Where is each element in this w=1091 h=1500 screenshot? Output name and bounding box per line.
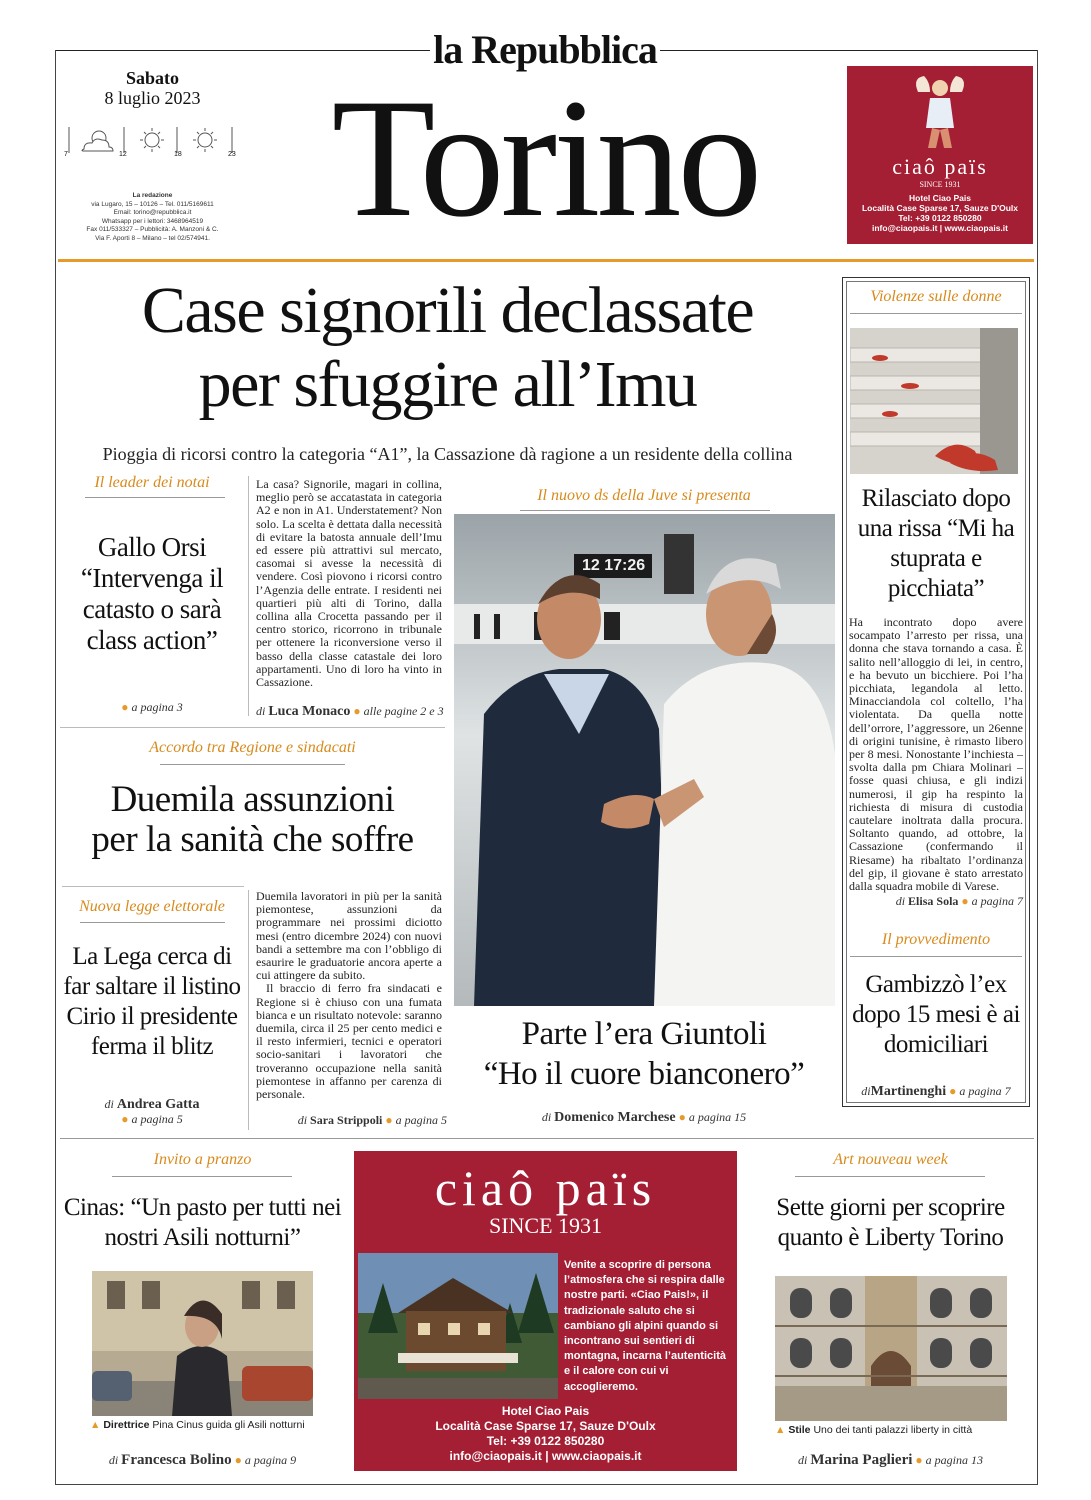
top-ad-hotel: Hotel Ciao Pais (909, 193, 971, 203)
cinas-caption-label: Direttrice (103, 1419, 150, 1431)
lead-headline[interactable] (60, 274, 835, 422)
masthead-accent-rule (58, 259, 1034, 262)
sanita-kicker-rule (160, 764, 345, 765)
frame-left (55, 50, 56, 1485)
juve-byline[interactable] (453, 1110, 835, 1126)
sanita-headline-line-1: Duemila assunzioni (110, 779, 395, 820)
edition-title: Torino (331, 64, 759, 252)
violenze-author: Elisa Sola (908, 894, 959, 908)
redazione-title: La redazione (132, 192, 173, 199)
sanita-headline[interactable] (60, 780, 445, 860)
bottom-row-rule (60, 1138, 1034, 1139)
lead-pages: alle pagine 2 e 3 (363, 704, 444, 718)
red-shoes-photo (850, 328, 1018, 474)
masthead-rule-right (660, 50, 1038, 51)
date-full: 8 luglio 2023 (104, 88, 201, 108)
page-dot-icon: ● (961, 894, 969, 908)
bottom-ad-hotel: Hotel Ciao Pais (501, 1404, 590, 1418)
liberty-building-photo (775, 1276, 1007, 1421)
gambizzo-kicker-rule (850, 956, 1022, 957)
mountain-chalet-photo (358, 1253, 558, 1399)
lead-byline[interactable] (256, 704, 446, 720)
clock-display: 12 17:26 (582, 557, 646, 574)
redazione-email[interactable]: Email: torino@repubblica.it (113, 209, 192, 216)
col-divider (248, 476, 249, 716)
liberty-byline[interactable] (748, 1452, 1033, 1469)
street-portrait-photo (92, 1271, 313, 1416)
liberty-photo[interactable] (775, 1276, 1007, 1421)
angel-logo-icon (910, 72, 970, 152)
juve-kicker-rule (520, 510, 770, 511)
juve-page: a pagina 15 (688, 1110, 747, 1124)
lead-body: La casa? Signorile, magari in collina, meglio però se accatastata in categoria A2 e non in A1. Understatement? Non solo. La scelta è dettata dalla necessità di evitare la batosta annuale dell’Imu ed essere più attrattivi sul mercato, casomai si avesse la necessità di vendere. Così piovono i ricorsi contro l’Agenzia delle entrate. I residenti nei quartieri più alti di Torino, dalla collina alla Crocetta passando per il centro storico, ricorrono in tribunale per ottenere la riconversione verso il basso della classe catastale dei loro appartamenti. Uno di loro ha vinto in Cassazione. (256, 477, 442, 690)
violenze-byline[interactable] (849, 894, 1023, 909)
cinas-caption-text: Pina Cinus guida gli Asili notturni (152, 1419, 305, 1431)
juve-headline-line-1: Parte l’era Giuntoli (521, 1016, 767, 1052)
temp-1-low: 7 (64, 151, 68, 158)
section-rule (62, 886, 244, 887)
juve-headline-line-2: “Ho il cuore bianconero” (483, 1056, 805, 1092)
page-dot-icon: ● (121, 700, 129, 714)
redazione-box (70, 192, 235, 243)
caption-triangle-icon: ▲ (90, 1419, 101, 1431)
byline-di: di (297, 1113, 308, 1127)
section-rule (60, 727, 445, 728)
gambizzo-byline[interactable] (846, 1084, 1026, 1100)
bottom-ad-brand: ciaô païs (434, 1160, 657, 1216)
sanita-body-p1: Duemila lavoratori in più per la sanità piemontese, assunzioni da programmare nei prossimi diciotto mesi (entro dicembre 2024) con nuovi bandi a settembre ma con l’obbligo di esaurire le graduatorie ancora aperte a cui attingere da subito. (256, 889, 442, 983)
gallo-page: a pagina 3 (131, 700, 183, 714)
page-dot-icon: ● (385, 1113, 393, 1127)
page-dot-icon: ● (353, 704, 361, 718)
temp-3-high: 23 (228, 151, 236, 158)
gallo-kicker: Il leader dei notai (94, 474, 210, 491)
top-ad-address: Località Case Sparse 17, Sauze D'Oulx (861, 203, 1019, 213)
cinas-photo[interactable] (92, 1271, 313, 1416)
lead-headline-line-2: per sfuggire all’Imu (198, 348, 697, 421)
cinas-author: Francesca Bolino (121, 1452, 232, 1468)
page-dot-icon: ● (678, 1110, 686, 1124)
violenze-kicker-rule (850, 313, 1022, 314)
byline-di: di (256, 704, 266, 718)
violenze-page: a pagina 7 (971, 894, 1023, 908)
weather-icons (64, 125, 239, 163)
temp-1-high: 12 (119, 151, 127, 158)
gambizzo-kicker: Il provvedimento (881, 931, 991, 948)
lega-author: Andrea Gatta (116, 1097, 200, 1112)
bottom-advertisement[interactable] (354, 1151, 737, 1471)
gallo-headline[interactable]: Gallo Orsi “Intervenga il catasto o sarà class action” (80, 532, 224, 655)
violenze-body: Ha incontrato dopo avere socampato l’arresto per rissa, una donna che stava tornando a casa. È salito nell’alloggio di lei, in centro, e ha bevuto un bicchiere. Poi l’ha picchiata, legandola al letto. Minacciandola col coltello, l’ha violentata. Da quella notte dell’orrore, l’aggressore, un 26enne di origini tunisine, è rimasto libero per 8 mesi. Nonostante l’inchiesta – svolta dalla pm Chiara Molinari – fosse quasi chiusa, e gli indizi numerosi, il gip ha respinto la richiesta di misura di custodia cautelare inoltrata dalla procura. Soltanto quando, ad ottobre, la Cassazione (confermando il Riesame) ha ribaltato l’ordinanza del gip, il giovane è stato arrestato dalla squadra mobile di Varese. (849, 615, 1023, 894)
bottom-ad-text: Venite a scoprire di persona l’atmosfera che si respira dalle nostre parti. «Ciao Pais!», il tradizionale saluto che si cambiano gli alpini quando si incontrano sui sentieri di montagna, incarna l’autenticità e il calore con cui vi accoglieremo. (564, 1259, 726, 1393)
juve-kicker: Il nuovo ds della Juve si presenta (537, 487, 751, 504)
bottom-ad-since: SINCE 1931 (488, 1213, 603, 1238)
bottom-ad-web[interactable]: info@ciaopais.it | www.ciaopais.it (449, 1449, 642, 1463)
top-advertisement[interactable] (847, 66, 1033, 244)
page-dot-icon: ● (121, 1112, 129, 1126)
liberty-kicker: Art nouveau week (833, 1151, 948, 1168)
handshake-photo (454, 514, 835, 1006)
lega-byline[interactable] (62, 1097, 242, 1126)
lega-page: a pagina 5 (131, 1112, 183, 1126)
sanita-author: Sara Strippoli (310, 1113, 383, 1127)
bottom-ad-address: Località Case Sparse 17, Sauze D'Oulx (435, 1419, 656, 1433)
lead-author: Luca Monaco (268, 704, 351, 719)
lead-headline-line-1: Case signorili declassate (141, 274, 754, 347)
gambizzo-author: Martinenghi (870, 1084, 947, 1099)
top-ad-since: SINCE 1931 (919, 180, 961, 189)
liberty-caption-label: Stile (788, 1424, 811, 1436)
top-ad-web[interactable]: info@ciaopais.it | www.ciaopais.it (872, 223, 1008, 233)
masthead-rule-left (55, 50, 430, 51)
top-ad-brand: ciaô païs (892, 154, 988, 179)
sanita-body-p2: Il braccio di ferro fra sindacati e Regione si è chiuso con una fumata bianca e un risultato notevole: saranno duemila, circa il 25 per cento medici e il resto infermieri, tecnici e operatori socio-sanitari i lavoratori che troveranno occupazione nella sanità piemontese in affanno per carenza di personale. (256, 981, 442, 1102)
cinas-kicker: Invito a pranzo (153, 1151, 252, 1168)
juve-author: Domenico Marchese (554, 1110, 676, 1125)
date-day: Sabato (125, 68, 179, 88)
temp-2-high: 18 (174, 151, 182, 158)
brand-logo[interactable]: la Repubblica (433, 27, 657, 72)
frame-right (1037, 50, 1038, 1485)
lead-subhead: Pioggia di ricorsi contro la categoria “A1”, la Cassazione dà ragione a un residente della collina (102, 444, 793, 464)
sanita-kicker: Accordo tra Regione e sindacati (149, 739, 356, 756)
liberty-headline[interactable]: Sette giorni per scoprire quanto è Liberty Torino (776, 1194, 1005, 1251)
byline-di: di (861, 1084, 871, 1098)
lega-headline[interactable]: La Lega cerca di far saltare il listino Cirio il presidente ferma il blitz (63, 943, 241, 1060)
cinas-caption (90, 1419, 340, 1431)
violenze-headline[interactable]: Rilasciato dopo una rissa “Mi ha stuprata e picchiata” (857, 485, 1015, 602)
sanita-body (256, 890, 442, 1101)
byline-di: di (895, 894, 906, 908)
bottom-ad-contacts (354, 1404, 737, 1464)
sanita-headline-line-2: per la sanità che soffre (91, 819, 414, 860)
redazione-line: via Lugaro, 15 – 10126 – Tel. 011/5169611 (91, 200, 214, 208)
weather-strip (64, 125, 239, 160)
cinas-page: a pagina 9 (244, 1453, 297, 1467)
violenze-photo[interactable] (850, 328, 1018, 474)
page-dot-icon: ● (234, 1453, 242, 1467)
cinas-byline[interactable] (60, 1452, 345, 1469)
lega-kicker-rule (80, 922, 225, 923)
cinas-headline[interactable]: Cinas: “Un pasto per tutti nei nostri Asili notturni” (63, 1194, 342, 1251)
violenze-kicker: Violenze sulle donne (870, 288, 1002, 305)
liberty-author: Marina Paglieri (810, 1452, 913, 1468)
gambizzo-page: a pagina 7 (959, 1084, 1011, 1098)
redazione-line: Fax 011/533327 – Pubblicità: A. Manzoni & C. (86, 226, 219, 233)
liberty-page: a pagina 13 (925, 1453, 983, 1467)
redazione-line: Via F. Aporti 8 – Milano – tel 02/574941. (95, 234, 210, 242)
caption-triangle-icon: ▲ (775, 1424, 786, 1436)
byline-di: di (104, 1097, 114, 1111)
liberty-kicker-rule (795, 1176, 985, 1177)
byline-di: di (541, 1110, 552, 1124)
redazione-line: Whatsapp per i lettori: 3468964519 (101, 217, 204, 225)
liberty-caption (775, 1424, 1025, 1436)
gallo-kicker-rule (85, 497, 225, 498)
bottom-ad-tel: Tel: +39 0122 850280 (486, 1434, 605, 1448)
col-divider (248, 890, 249, 1130)
page-dot-icon: ● (915, 1453, 923, 1467)
byline-di: di (108, 1453, 119, 1467)
liberty-caption-text: Uno dei tanti palazzi liberty in città (813, 1424, 973, 1436)
top-ad-tel: Tel: +39 0122 850280 (898, 213, 982, 223)
lega-kicker: Nuova legge elettorale (79, 898, 225, 915)
gambizzo-headline[interactable]: Gambizzò l’ex dopo 15 mesi è ai domiciliari (852, 971, 1020, 1058)
cinas-kicker-rule (112, 1176, 292, 1177)
gallo-page-ref[interactable] (62, 700, 242, 715)
byline-di: di (798, 1453, 808, 1467)
page-dot-icon: ● (949, 1084, 957, 1098)
juve-photo[interactable] (454, 514, 835, 1006)
juve-headline[interactable] (453, 1014, 835, 1094)
frame-bottom (55, 1484, 1038, 1485)
sanita-page: a pagina 5 (395, 1113, 447, 1127)
chalet-photo (358, 1253, 558, 1399)
sanita-byline[interactable] (282, 1113, 447, 1128)
